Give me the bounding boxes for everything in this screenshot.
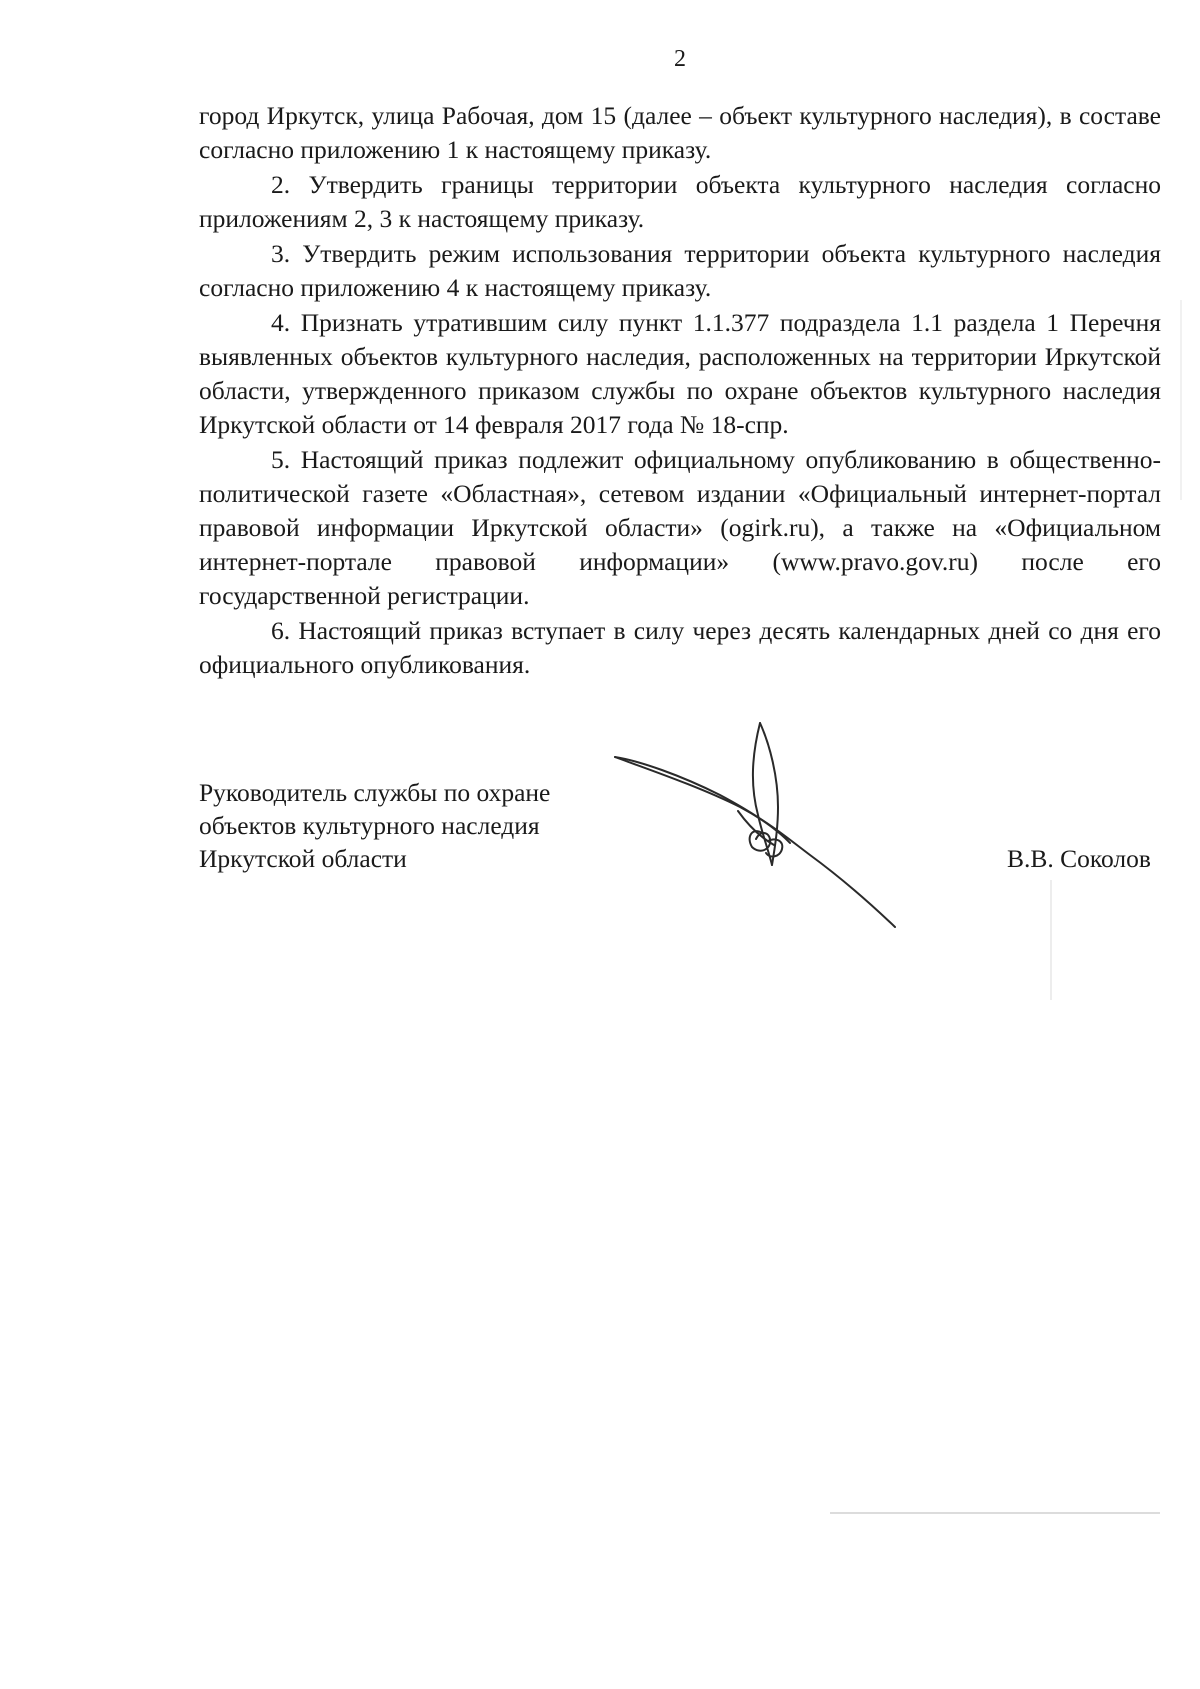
handwritten-signature [610,715,900,945]
scan-noise [1050,880,1052,1000]
signatory-name: В.В. Соколов [1007,844,1151,873]
order-body [199,99,1161,683]
scan-noise [1180,300,1182,500]
page-number: 2 [674,46,686,72]
paragraph-item-4: 4. Признать утратившим силу пункт 1.1.377 подраздела 1.1 раздела 1 Перечня выявленных объектов культурного наследия, расположенных на территории Иркутской области, утвержденного приказом службы по охране объектов культурного наследия Иркутской области от 14 февраля 2017 года № 18-спр. [199,308,1161,439]
signatory-title-line: объектов культурного наследия [199,811,540,840]
paragraph-item-2: 2. Утвердить границы территории объекта культурного наследия согласно приложениям 2, 3 к настоящему приказу. [199,170,1161,233]
paragraph-item-3: 3. Утвердить режим использования территории объекта культурного наследия согласно приложению 4 к настоящему приказу. [199,239,1161,302]
paragraph-item-6: 6. Настоящий приказ вступает в силу через десять календарных дней со дня его официального опубликования. [199,616,1161,679]
scan-noise [830,1512,1160,1514]
paragraph-continuation: город Иркутск, улица Рабочая, дом 15 (далее – объект культурного наследия), в составе согласно приложению 1 к настоящему приказу. [199,101,1161,164]
signatory-title-line: Руководитель службы по охране [199,778,551,807]
signatory-title-line: Иркутской области [199,844,407,873]
signatory-title [199,776,550,875]
paragraph-item-5: 5. Настоящий приказ подлежит официальному опубликованию в общественно-политической газете «Областная», сетевом издании «Официальный интернет-портал правовой информации Иркутской области» (ogirk.ru), а также на «Официальном интернет-портале правовой информации» (www.pravo.gov.ru) после его государственной регистрации. [199,445,1161,610]
